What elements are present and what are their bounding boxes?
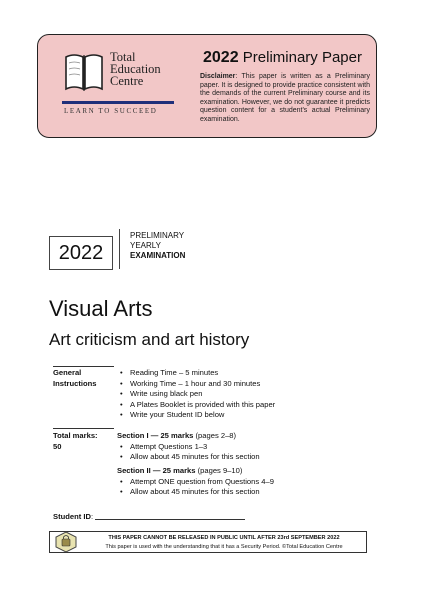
student-id-label: Student ID — [53, 512, 91, 521]
header-banner — [37, 34, 377, 138]
list-item: • Write your Student ID below — [117, 410, 275, 421]
open-book-icon — [64, 49, 104, 93]
list-item: • Reading Time – 5 minutes — [117, 368, 275, 379]
divider — [53, 366, 114, 367]
list-item: • Allow about 45 minutes for this section — [117, 487, 274, 498]
student-id-line[interactable] — [95, 519, 245, 520]
section-1-info — [117, 431, 260, 463]
divider — [53, 428, 114, 429]
paper-title: 2022 Preliminary Paper — [203, 49, 362, 66]
student-id-field[interactable]: Student ID: — [53, 512, 245, 521]
release-notice: THIS PAPER CANNOT BE RELEASED IN PUBLIC UNTIL AFTER 23rd SEPTEMBER 2022 — [108, 535, 340, 541]
logo-tagline: LEARN TO SUCCEED — [64, 107, 158, 115]
section-2-info — [117, 466, 274, 498]
divider — [119, 229, 120, 269]
logo-rule — [62, 101, 174, 104]
general-instructions-list — [117, 368, 275, 421]
subject-title: Visual Arts — [49, 296, 153, 321]
section-1-heading: Section I — 25 marks (pages 2–8) — [117, 431, 237, 440]
general-instructions-label: General Instructions — [53, 368, 97, 388]
security-notice: This paper is used with the understanding that it has a Security Period. ©Total Education Centre — [105, 544, 343, 550]
subject-subtitle: Art criticism and art history — [49, 330, 250, 349]
security-seal-icon — [54, 531, 78, 553]
list-item: • Allow about 45 minutes for this section — [117, 452, 260, 463]
total-marks-label: Total marks: 50 — [53, 431, 98, 451]
disclaimer-text: Disclaimer: This paper is written as a Preliminary paper. It is designed to provide practice consistent with the demands of the current Preliminary course and its examination. However, we do not guarantee it predicts question content for a student's actual Preliminary examination. — [200, 73, 370, 123]
list-item: • Write using black pen — [117, 389, 275, 400]
list-item: • Attempt Questions 1–3 — [117, 442, 260, 453]
exam-type-label: PRELIMINARY YEARLY EXAMINATION — [130, 231, 186, 260]
security-footer — [49, 531, 367, 553]
list-item: • A Plates Booklet is provided with this paper — [117, 400, 275, 411]
list-item: • Attempt ONE question from Questions 4–9 — [117, 477, 274, 488]
list-item: • Working Time – 1 hour and 30 minutes — [117, 379, 275, 390]
logo-wordmark: Total Education Centre — [110, 50, 161, 88]
exam-year-box: 2022 — [49, 236, 113, 270]
total-education-centre-logo — [60, 49, 180, 133]
section-2-heading: Section II — 25 marks (pages 9–10) — [117, 466, 243, 475]
